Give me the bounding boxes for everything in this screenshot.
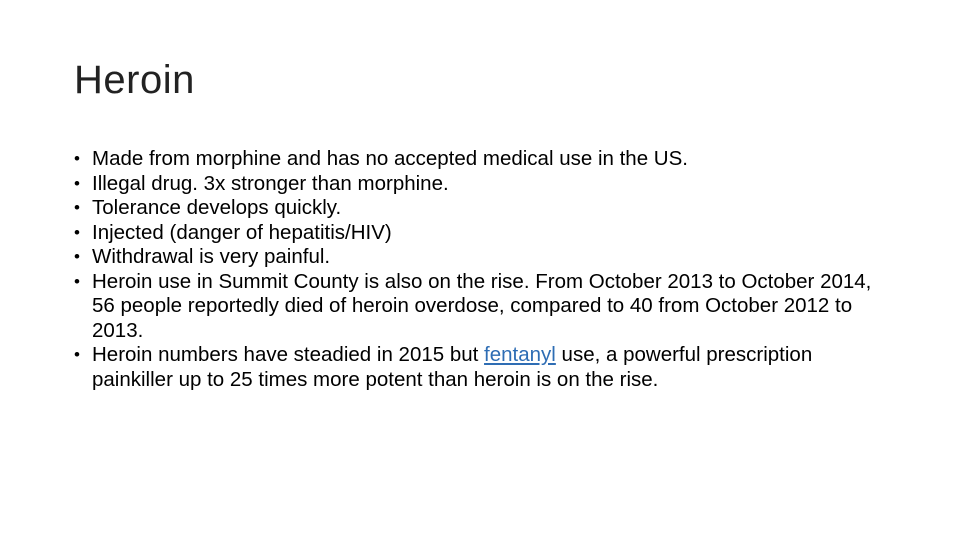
bullet-icon: • <box>74 247 80 266</box>
bullet-icon: • <box>74 198 80 217</box>
bullet-text: Heroin use in Summit County is also on the rise. From October 2013 to October 2014, 56 people reportedly died of heroin overdose, compared to 40 from October 2012 to 2013. <box>92 269 872 342</box>
bullet-text: Illegal drug. 3x stronger than morphine. <box>92 171 449 195</box>
bullet-text: Made from morphine and has no accepted medical use in the US. <box>92 147 688 170</box>
bullet-item-4 <box>74 221 874 246</box>
bullet-text: Injected (danger of hepatitis/HIV) <box>92 220 392 244</box>
bullet-icon: • <box>74 149 80 168</box>
bullet-item-7 <box>74 343 874 392</box>
bullet-text-after-link: use, a powerful prescription painkiller up to 25 times more potent than heroin is on the rise. <box>92 343 813 391</box>
bullet-text-with-link <box>92 343 874 392</box>
bullet-icon: • <box>74 271 80 291</box>
bullet-item-1 <box>74 147 874 172</box>
bullet-list <box>74 147 874 392</box>
bullet-text-before-link: Heroin numbers have steadied in 2015 but <box>92 343 485 366</box>
bullet-item-3 <box>74 196 874 221</box>
bullet-item-5 <box>74 245 874 270</box>
slide-title: Heroin <box>74 58 195 102</box>
bullet-icon: • <box>74 173 80 193</box>
bullet-text: Withdrawal is very painful. <box>92 245 331 268</box>
bullet-item-2 <box>74 172 874 197</box>
fentanyl-link[interactable]: fentanyl <box>484 343 556 366</box>
bullet-text: Tolerance develops quickly. <box>92 196 342 219</box>
bullet-item-6 <box>74 270 874 344</box>
bullet-icon: • <box>74 345 80 364</box>
bullet-icon: • <box>74 222 80 242</box>
